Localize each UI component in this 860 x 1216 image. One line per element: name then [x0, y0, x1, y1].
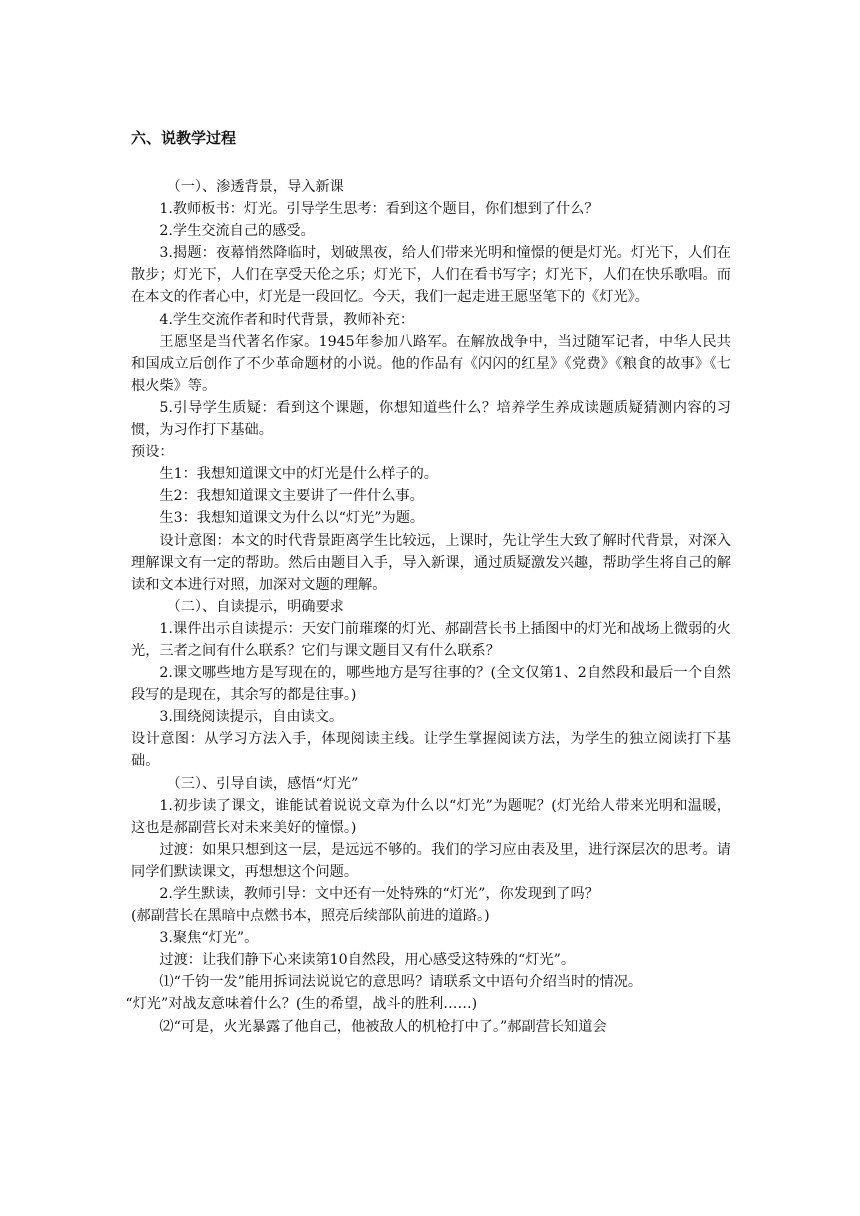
- paragraph: 预设：: [131, 444, 174, 461]
- paragraph: ⑴“千钧一发”能用拆词法说说它的意思吗？请联系文中语句介绍当时的情况。: [159, 974, 643, 991]
- paragraph: 3.揭题：夜幕悄然降临时，划破黑夜，给人们带来光明和憧憬的便是灯光。灯光下，人们在散步；灯光下，人们在享受天伦之乐；灯光下，人们在看书写字；灯光下，人们在快乐歌唱。而在本文的作者心中，灯光是一段回忆。今天，我们一起走进王愿坚笔下的《灯光》。: [131, 245, 731, 306]
- paragraph: 过渡：让我们静下心来读第10自然段，用心感受这特殊的“灯光”。: [159, 952, 576, 969]
- paragraph: 王愿坚是当代著名作家。1945年参加八路军。在解放战争中，当过随军记者，中华人民共和国成立后创作了不少革命题材的小说。他的作品有《闪闪的红星》《党费》《粮食的故事》《七根火柴》等。: [131, 333, 731, 394]
- paragraph: 2.学生默读，教师引导：文中还有一处特殊的“灯光”，你发现到了吗？: [159, 886, 599, 902]
- paragraph: 2.课文哪些地方是写现在的，哪些地方是写往事的？(全文仅第1、2自然段和最后一个自然段写的是现在，其余写的都是往事。): [131, 665, 731, 704]
- paragraph: 设计意图：从学习方法入手，体现阅读主线。让学生掌握阅读方法，为学生的独立阅读打下基础。: [131, 731, 731, 770]
- paragraph: 4.学生交流作者和时代背景，教师补充：: [159, 311, 415, 328]
- paragraph: 5.引导学生质疑：看到这个课题，你想知道些什么？培养学生养成读题质疑猜测内容的习惯，为习作打下基础。: [131, 399, 731, 439]
- section-title: 六、说教学过程: [131, 129, 237, 147]
- paragraph: “灯光”对战友意味着什么？(生的希望，战斗的胜利……): [125, 996, 478, 1013]
- paragraph-list: [125, 176, 731, 1038]
- paragraph: ⑵“可是，火光暴露了他自己，他被敌人的机枪打中了。”郝副营长知道会: [159, 1018, 607, 1035]
- paragraph: 2.学生交流自己的感受。: [159, 223, 315, 240]
- paragraph: 3.聚焦“灯光”。: [159, 930, 259, 947]
- paragraph: 生1：我想知道课文中的灯光是什么样子的。: [159, 466, 438, 483]
- paragraph: 3.围绕阅读提示，自由读文。: [159, 709, 344, 726]
- paragraph: 生3：我想知道课文为什么以“灯光”为题。: [159, 510, 425, 527]
- document-body: [125, 126, 731, 1038]
- paragraph: （一）、渗透背景，导入新课: [166, 179, 344, 195]
- paragraph: （二）、自读提示，明确要求: [166, 598, 344, 615]
- paragraph: 1.初步读了课文，谁能试着说说文章为什么以“灯光”为题呢？(灯光给人带来光明和温暖，这也是郝副营长对未来美好的憧憬。): [131, 797, 731, 836]
- paragraph: 设计意图：本文的时代背景距离学生比较远，上课时，先让学生大致了解时代背景，对深入理解课文有一定的帮助。然后由题目入手，导入新课，通过质疑激发兴趣，帮助学生将自己的解读和文本进行对照，加深对文题的理解。: [131, 532, 731, 593]
- paragraph: 过渡：如果只想到这一层，是远远不够的。我们的学习应由表及里，进行深层次的思考。请同学们默读课文，再想想这个问题。: [131, 841, 731, 880]
- paragraph: 生2：我想知道课文主要讲了一件什么事。: [159, 488, 424, 505]
- paragraph: 1.教师板书：灯光。引导学生思考：看到这个题目，你们想到了什么？: [159, 201, 599, 218]
- paragraph: (郝副营长在黑暗中点燃书本，照亮后续部队前进的道路。): [131, 908, 490, 925]
- paragraph: （三）、引导自读，感悟“灯光”: [166, 775, 359, 792]
- paragraph: 1.课件出示自读提示：天安门前璀璨的灯光、郝副营长书上插图中的灯光和战场上微弱的火光，三者之间有什么联系？它们与课文题目又有什么联系？: [131, 620, 731, 659]
